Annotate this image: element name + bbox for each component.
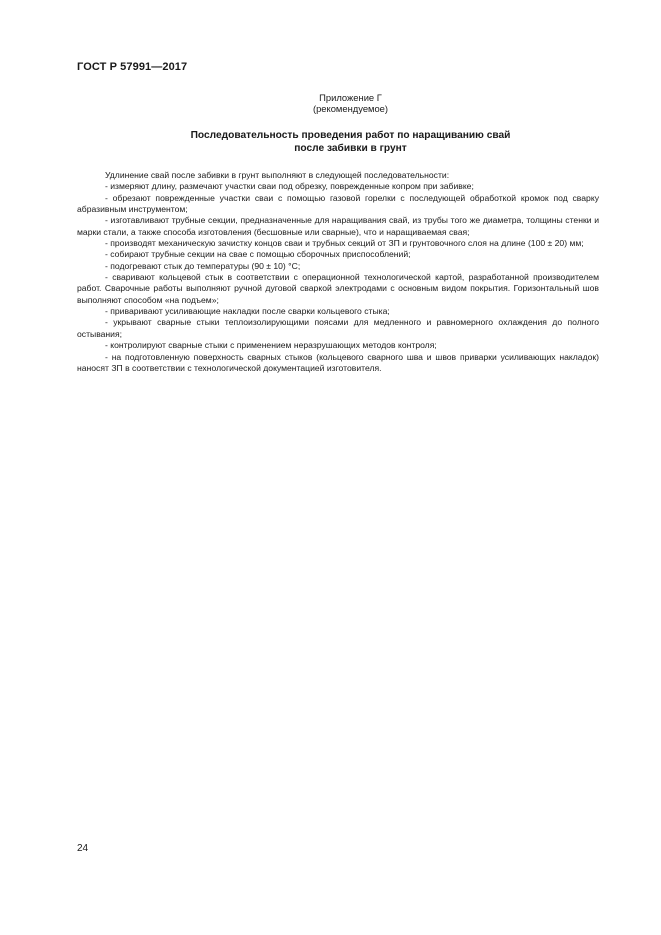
list-item-cut-damaged: - обрезают поврежденные участки сваи с помощью газовой горелки с последующей обработкой кромок под сварку абразивным инструментом; <box>77 192 599 215</box>
list-item-weld-plates: - приваривают усиливающие накладки после сварки кольцевого стыка; <box>105 306 390 317</box>
list-item-assemble: - собирают трубные секции на сваe с помощью сборочных приспособлений; <box>105 249 411 260</box>
page-number: 24 <box>77 843 89 854</box>
list-item-weld-joint: - сваривают кольцевой стык в соответствии с операционной технологической картой, разработанной производителем работ. Сварочные работы выполняют ручной дуговой сваркой электродами с основным видом покрытия. Горизонтальный шов выполняют способом «на подъем»; <box>77 272 599 305</box>
body-text <box>77 170 599 374</box>
section-heading <box>30 129 661 155</box>
list-item-clean-ends: - производят механическую зачистку концов сваи и трубных секций от ЗП и грунтовочного слоя на длине (100 ± 20) мм; <box>105 238 584 249</box>
list-item-preheat: - подогревают стык до температуры (90 ± 10) °С; <box>105 260 301 271</box>
annex-status: (рекомендуемое) <box>312 103 389 114</box>
list-item-inspect: - контролируют сварные стыки с применением неразрушающих методов контроля; <box>105 340 437 351</box>
list-item-cover-joints: - укрывают сварные стыки теплоизолирующими поясами для медленного и равномерного охлаждения до полного остывания; <box>77 317 599 339</box>
standard-id-header: ГОСТ Р 57991—2017 <box>77 61 188 73</box>
section-heading-line-2: после забивки в грунт <box>294 143 407 154</box>
intro-paragraph: Удлинение свай после забивки в грунт выполняют в следующей последовательности: <box>105 170 450 180</box>
section-heading-line-1: Последовательность проведения работ по наращиванию свай <box>190 130 511 141</box>
annex-title: Приложение Г <box>319 92 382 103</box>
list-item-apply-coating: - на подготовленную поверхность сварных стыков (кольцевого сварного шва и швов приварки усиливающих накладок) наносят ЗП в соответствии с технологической документацией изготовителя. <box>77 351 599 373</box>
list-item-measure: - измеряют длину, размечают участки сваи под обрезку, поврежденные копром при забивке; <box>105 181 474 192</box>
list-item-make-sections: - изготавливают трубные секции, предназначенные для наращивания свай, из трубы того же диаметра, толщины стенки и марки стали, а также способа изготовления (бесшовные или сварные), что и наращиваемая свая; <box>77 215 599 237</box>
